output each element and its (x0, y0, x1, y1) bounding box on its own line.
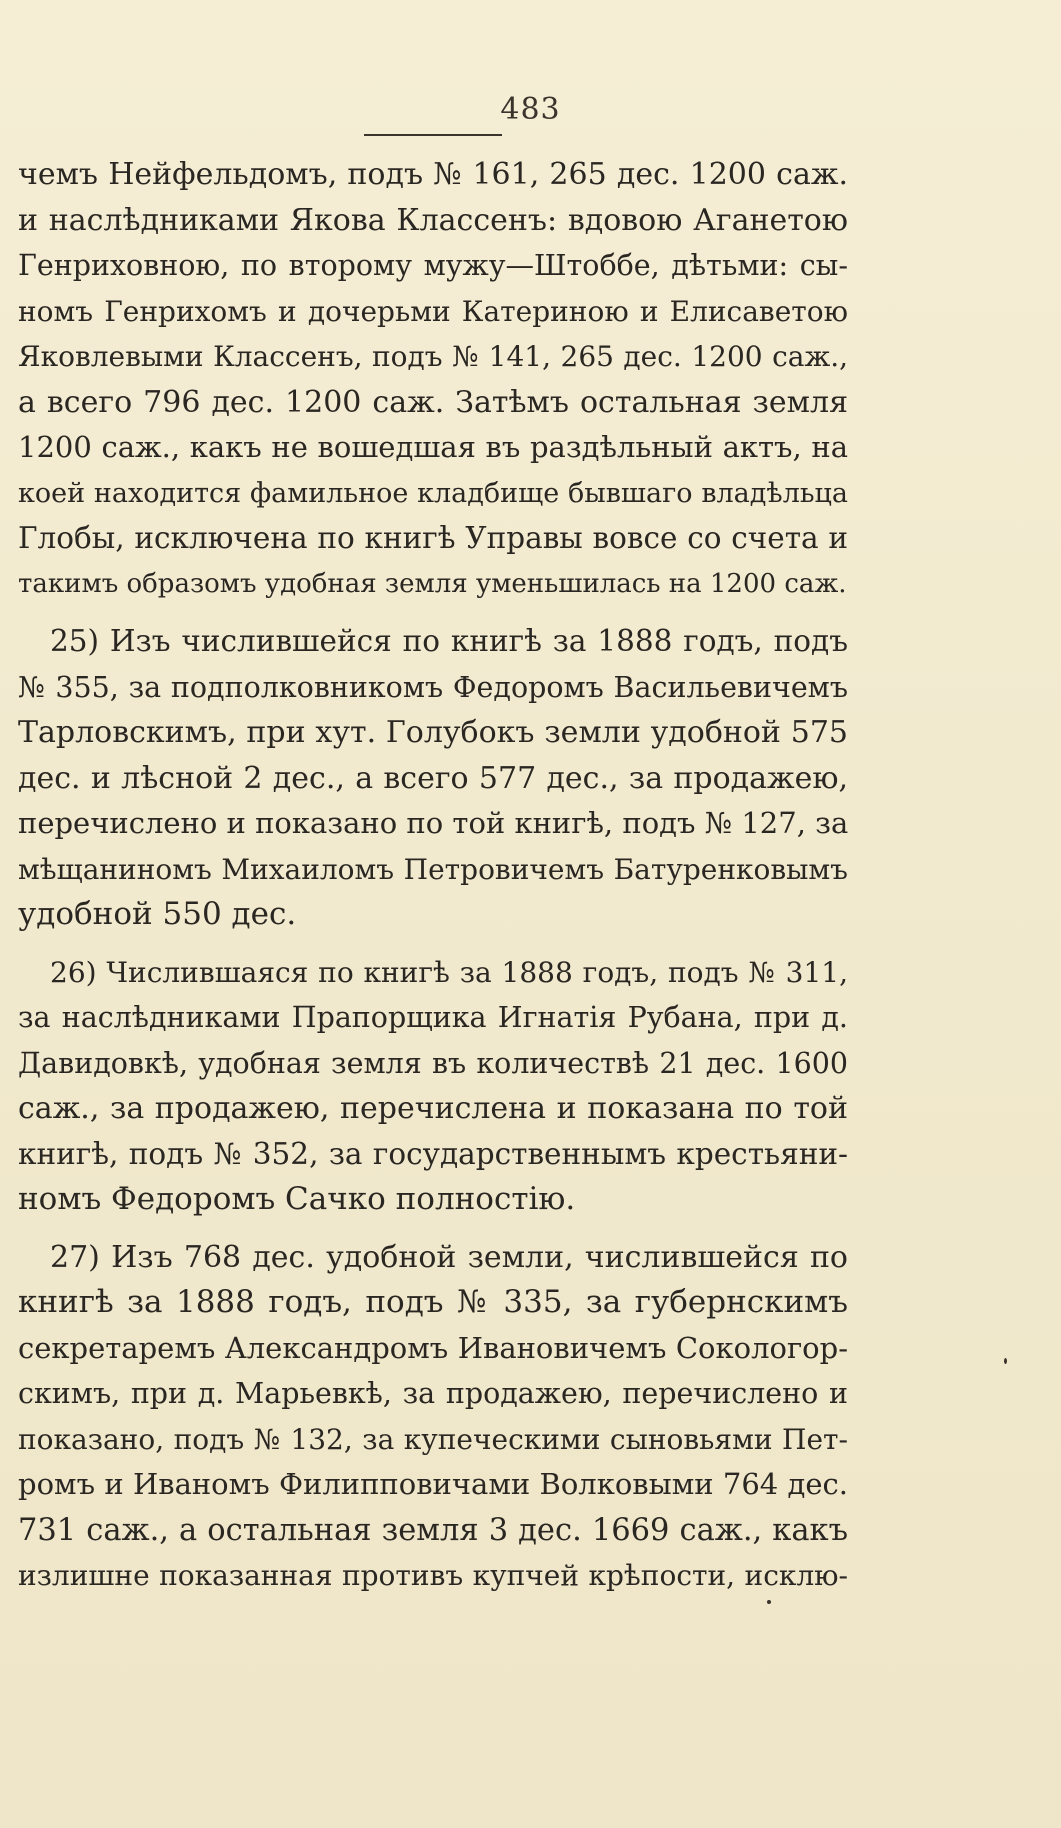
text-line: Тарловскимъ, при хут. Голубокъ земли удобной 575 (18, 715, 848, 750)
text-line: ромъ и Иваномъ Филипповичами Волковыми 764 дес. (18, 1467, 848, 1501)
text-line: за наслѣдниками Прапорщика Игнатія Рубана, при д. (18, 1001, 848, 1034)
text-line: 731 саж., а остальная земля 3 дес. 1669 саж., какъ (18, 1512, 848, 1548)
text-line: мѣщаниномъ Михаиломъ Петровичемъ Батуренковымъ (18, 852, 848, 886)
text-line: коей находится фамильное кладбище бывшаго владѣльца (18, 477, 848, 509)
page-number-rule (364, 134, 502, 136)
text-line: номъ Генрихомъ и дочерьми Катериною и Елисаветою (18, 294, 848, 328)
text-line: и наслѣдниками Якова Классенъ: вдовою Аганетою (18, 202, 848, 238)
text-line: 26) Числившаяся по книгѣ за 1888 годъ, подъ № 311, (50, 955, 848, 989)
text-line: 1200 саж., какъ не вошедшая въ раздѣльный актъ, на (18, 430, 848, 464)
text-line: книгѣ за 1888 годъ, подъ № 335, за губернскимъ (18, 1284, 848, 1320)
paragraph-continuation (18, 152, 848, 607)
text-line: скимъ, при д. Марьевкѣ, за продажею, перечислено и (18, 1377, 848, 1410)
text-line: дес. и лѣсной 2 дес., а всего 577 дес., за продажею, (18, 760, 848, 796)
text-line: а всего 796 дес. 1200 саж. Затѣмъ остальная земля (18, 384, 848, 420)
text-line: секретаремъ Александромъ Ивановичемъ Сокологор- (18, 1330, 848, 1365)
text-line: номъ Федоромъ Сачко полностію. (18, 1181, 576, 1217)
text-line: саж., за продажею, перечислена и показана по той (18, 1091, 848, 1126)
text-line: перечислено и показано по той книгѣ, подъ № 127, за (18, 806, 849, 840)
text-line: излишне показанная противъ купчей крѣпости, исклю- (18, 1559, 848, 1592)
text-line: Генриховною, по второму мужу—Штоббе, дѣтьми: сы- (18, 249, 848, 282)
text-line: показано, подъ № 132, за купеческими сыновьями Пет- (18, 1422, 848, 1456)
text-line: удобной 550 дес. (18, 896, 297, 932)
text-line: чемъ Нейфельдомъ, подъ № 161, 265 дес. 1200 саж. (18, 157, 848, 192)
page-number: 483 (500, 92, 561, 127)
paragraph-25 (18, 619, 848, 938)
text-line: такимъ образомъ удобная земля уменьшилась на 1200 саж. (18, 568, 847, 599)
print-speck (767, 1600, 771, 1604)
body-text (18, 152, 848, 1599)
print-speck (1004, 1358, 1007, 1364)
text-line: 27) Изъ 768 дес. удобной земли, числившейся по (50, 1239, 848, 1275)
text-line: Глобы, исключена по книгѣ Управы вовсе со счета и (18, 521, 848, 555)
paragraph-27 (18, 1235, 848, 1599)
text-line: 25) Изъ числившейся по книгѣ за 1888 годъ, подъ (50, 624, 848, 658)
text-line: Давидовкѣ, удобная земля въ количествѣ 21 дес. 1600 (18, 1046, 848, 1080)
text-line: книгѣ, подъ № 352, за государственнымъ крестьяни- (18, 1136, 848, 1171)
text-line: Яковлевыми Классенъ, подъ № 141, 265 дес. 1200 саж., (18, 340, 848, 373)
paragraph-26 (18, 950, 848, 1223)
text-line: № 355, за подполковникомъ Федоромъ Васильевичемъ (18, 670, 848, 704)
